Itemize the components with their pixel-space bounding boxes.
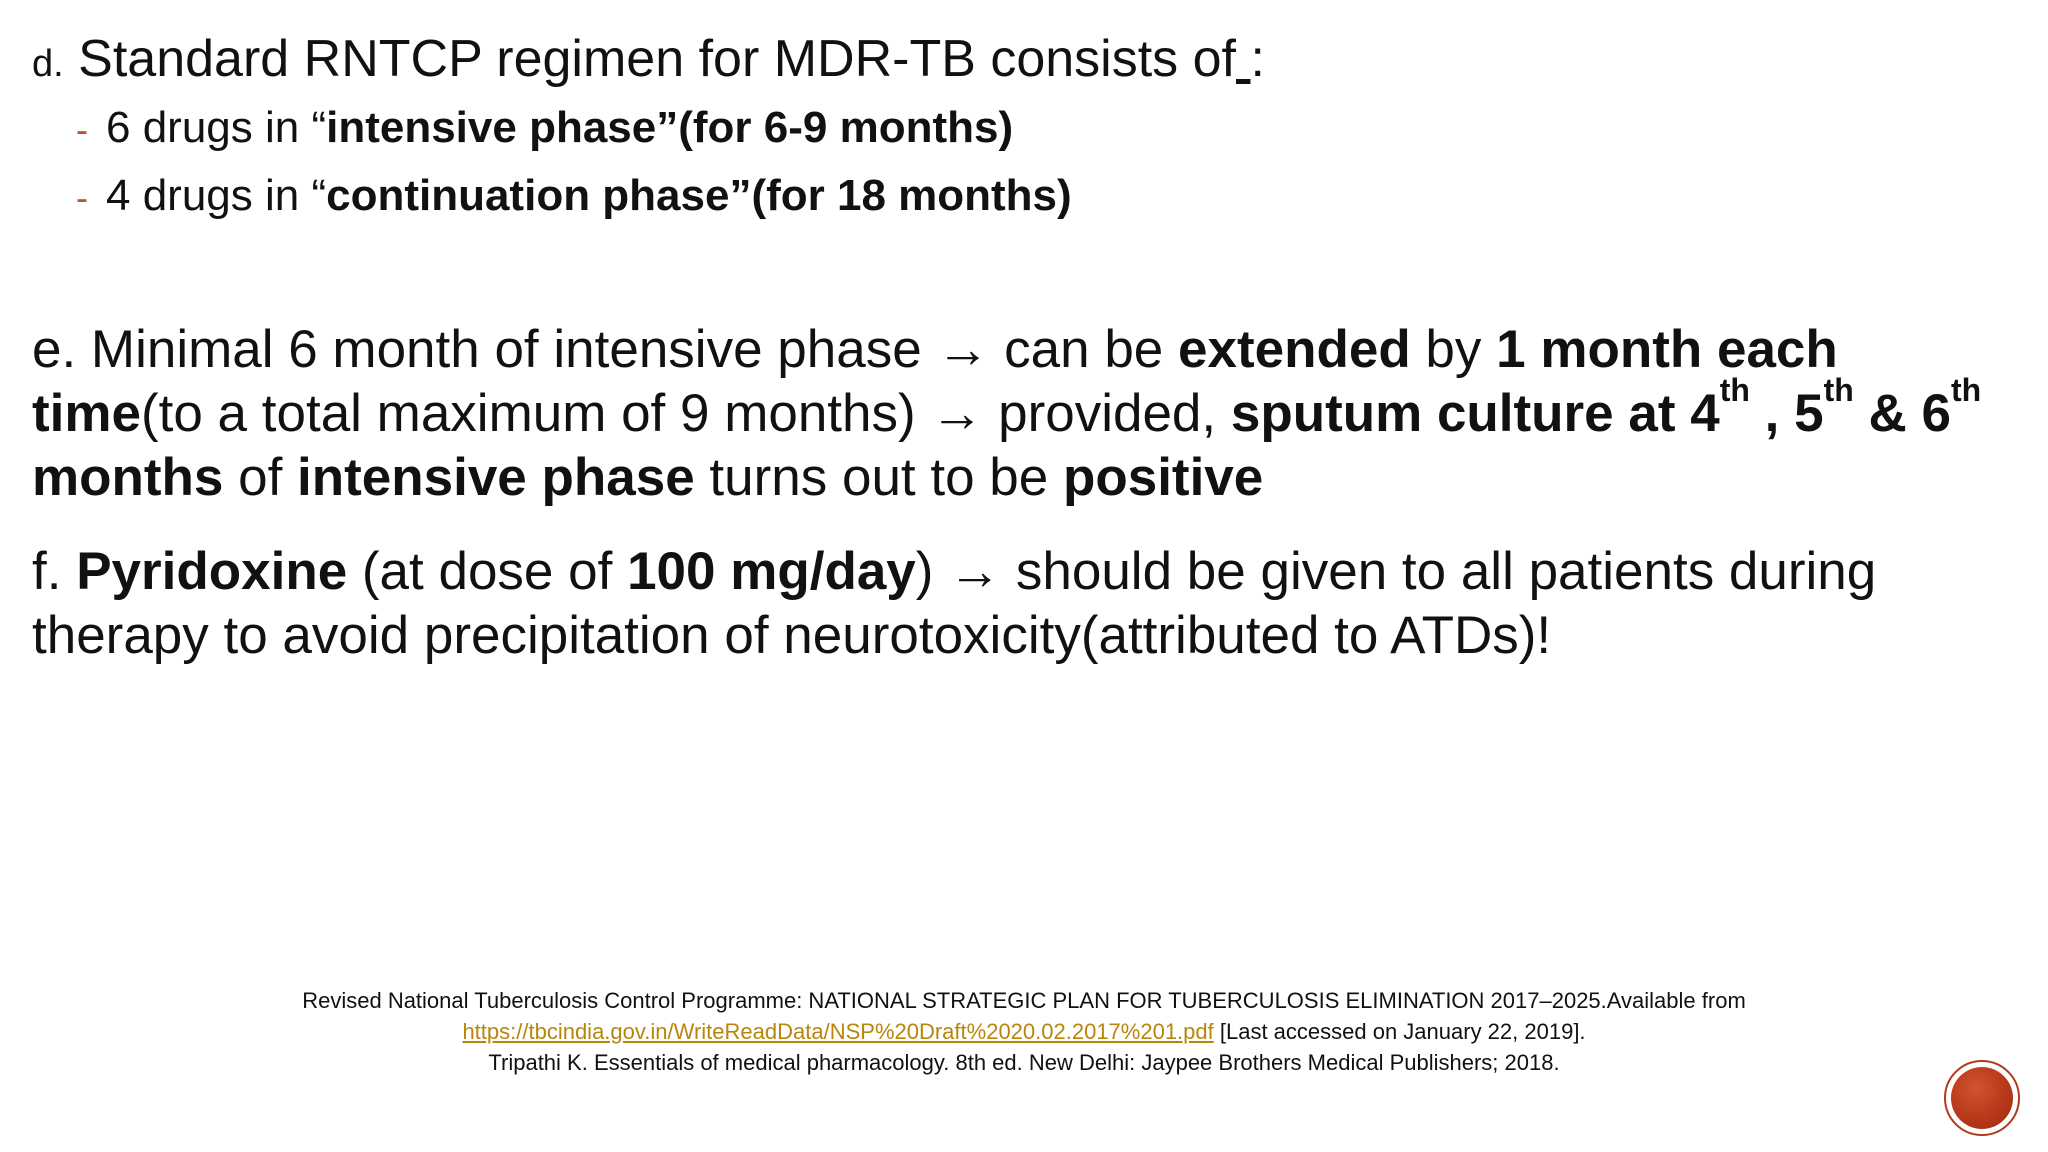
item-d-underscore	[1236, 30, 1250, 88]
references	[0, 985, 2048, 1078]
item-d-colon: :	[1250, 30, 1265, 88]
bold-run: 100 mg/day	[627, 542, 916, 601]
superscript: th	[1950, 372, 1982, 408]
bullet-dash: -	[76, 177, 88, 218]
bold-run: sputum culture at 4	[1230, 384, 1720, 443]
slide-badge-icon	[1944, 1060, 2020, 1136]
bold-run: 1 month each time	[32, 320, 1838, 443]
bold-run: , 5	[1749, 384, 1824, 443]
item-d-bullet-1	[76, 98, 1013, 160]
item-d-text: Standard RNTCP regimen for MDR-TB consists of	[63, 30, 1236, 88]
item-e-paragraph	[32, 318, 2008, 510]
bullet-bold-text: intensive phase”(for 6-9 months)	[326, 103, 1014, 152]
item-f-paragraph	[32, 540, 2008, 668]
text-run: turns out to be	[694, 448, 1063, 507]
item-d-letter: d.	[32, 43, 64, 85]
superscript: th	[1823, 372, 1854, 408]
item-d-heading	[32, 26, 2008, 97]
text-run: can be	[989, 320, 1179, 379]
text-run: of	[223, 448, 298, 507]
arrow-icon: →	[930, 384, 984, 443]
reference-accessed: [Last accessed on January 22, 2019].	[1213, 1019, 1586, 1044]
bullet-text: 4 drugs in “	[106, 171, 327, 220]
text-run: by	[1410, 320, 1497, 379]
reference-link[interactable]: https://tbcindia.gov.in/WriteReadData/NSP%20Draft%2020.02.2017%201.pdf	[462, 1019, 1214, 1044]
bold-run: positive	[1062, 448, 1264, 507]
text-run: f.	[32, 542, 77, 601]
superscript: th	[1719, 372, 1750, 408]
bullet-bold-text: continuation phase”(for 18 months)	[326, 171, 1072, 220]
bold-run: & 6	[1853, 384, 1951, 443]
text-run: provided,	[983, 384, 1231, 443]
reference-line-3: Tripathi K. Essentials of medical pharmacology. 8th ed. New Delhi: Jaypee Brothers Medical Publishers; 2018.	[488, 1050, 1560, 1075]
text-run: (to a total maximum of 9 months)	[140, 384, 931, 443]
reference-line-2	[0, 1016, 2048, 1047]
text-run: (at dose of	[347, 542, 628, 601]
bold-run: intensive phase	[297, 448, 695, 507]
text-run: )	[915, 542, 949, 601]
arrow-icon: →	[936, 320, 990, 379]
bullet-dash: -	[76, 109, 88, 150]
item-d-bullet-2	[76, 166, 1072, 228]
bullet-text: 6 drugs in “	[106, 103, 327, 152]
bold-run: Pyridoxine	[76, 542, 348, 601]
text-run: should be given to all patients during therapy to avoid precipitation of neurotoxicity(attributed to ATDs)!	[32, 542, 1877, 665]
text-run: e. Minimal 6 month of intensive phase	[32, 320, 937, 379]
arrow-icon: →	[948, 542, 1002, 601]
reference-line-1: Revised National Tuberculosis Control Programme: NATIONAL STRATEGIC PLAN FOR TUBERCULOSIS ELIMINATION 2017–2025.Available from	[302, 988, 1746, 1013]
slide-badge-inner	[1951, 1067, 2013, 1129]
bold-run: extended	[1178, 320, 1411, 379]
bold-run: months	[32, 448, 224, 507]
